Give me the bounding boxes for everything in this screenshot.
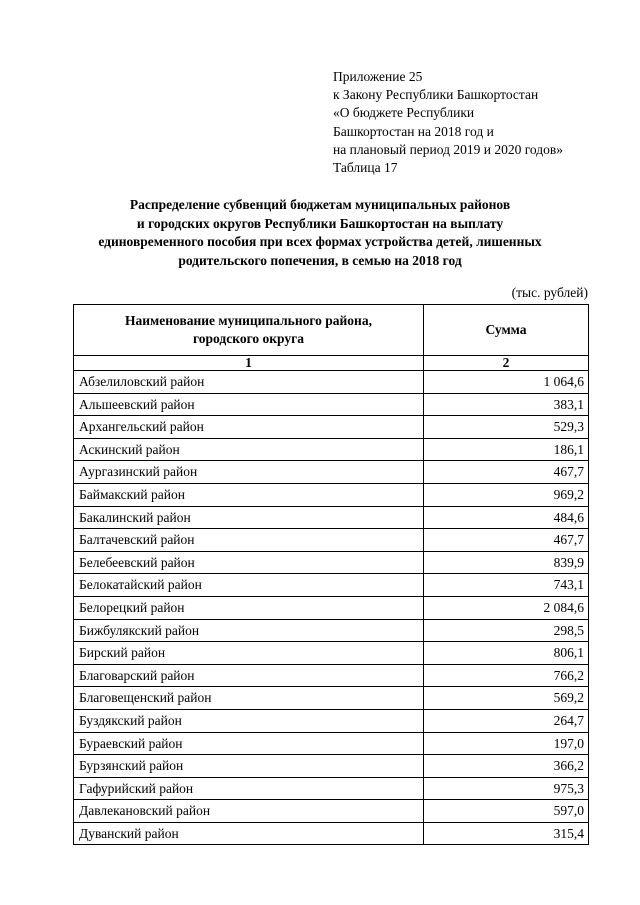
table-row bbox=[74, 483, 589, 506]
header-name-line2: городского округа bbox=[193, 331, 304, 346]
district-name: Бижбулякский район bbox=[74, 619, 424, 642]
table-row bbox=[74, 755, 589, 778]
table-row bbox=[74, 393, 589, 416]
table-row bbox=[74, 687, 589, 710]
annex-reference bbox=[333, 68, 563, 177]
district-sum: 467,7 bbox=[424, 461, 589, 484]
district-sum: 186,1 bbox=[424, 438, 589, 461]
table-row bbox=[74, 709, 589, 732]
district-sum: 366,2 bbox=[424, 755, 589, 778]
table-row bbox=[74, 822, 589, 845]
district-name: Бураевский район bbox=[74, 732, 424, 755]
district-sum: 806,1 bbox=[424, 642, 589, 665]
column-number-1: 1 bbox=[74, 356, 424, 371]
district-sum: 467,7 bbox=[424, 529, 589, 552]
title-line: и городских округов Республики Башкортостан на выплату bbox=[136, 215, 504, 231]
table-row bbox=[74, 596, 589, 619]
header-name-line1: Наименование муниципального района, bbox=[125, 313, 372, 328]
table-row bbox=[74, 506, 589, 529]
district-sum: 569,2 bbox=[424, 687, 589, 710]
title-line: единовременного пособия при всех формах устройства детей, лишенных bbox=[98, 234, 542, 250]
district-name: Давлекановский район bbox=[74, 800, 424, 823]
district-sum: 484,6 bbox=[424, 506, 589, 529]
table-row bbox=[74, 619, 589, 642]
district-sum: 839,9 bbox=[424, 551, 589, 574]
units-label: (тыс. рублей) bbox=[511, 285, 588, 300]
header-sum: Сумма bbox=[424, 305, 589, 356]
table-row bbox=[74, 551, 589, 574]
district-sum: 2 084,6 bbox=[424, 596, 589, 619]
table-row bbox=[74, 371, 589, 394]
district-name: Белебеевский район bbox=[74, 551, 424, 574]
district-sum: 1 064,6 bbox=[424, 371, 589, 394]
district-name: Аургазинский район bbox=[74, 461, 424, 484]
district-name: Дуванский район bbox=[74, 822, 424, 845]
district-sum: 264,7 bbox=[424, 709, 589, 732]
table-row bbox=[74, 529, 589, 552]
district-sum: 743,1 bbox=[424, 574, 589, 597]
district-name: Белорецкий район bbox=[74, 596, 424, 619]
district-name: Альшеевский район bbox=[74, 393, 424, 416]
annex-line: на плановый период 2019 и 2020 годов» bbox=[333, 141, 564, 157]
table-row bbox=[74, 800, 589, 823]
table-row bbox=[74, 438, 589, 461]
district-name: Буздякский район bbox=[74, 709, 424, 732]
subvention-table bbox=[73, 304, 589, 845]
annex-line: к Закону Республики Башкортостан bbox=[333, 87, 539, 103]
document-title bbox=[60, 196, 580, 270]
table-row bbox=[74, 574, 589, 597]
district-name: Архангельский район bbox=[74, 416, 424, 439]
table-row bbox=[74, 777, 589, 800]
district-sum: 975,3 bbox=[424, 777, 589, 800]
district-name: Баймакский район bbox=[74, 483, 424, 506]
annex-line: Приложение 25 bbox=[333, 69, 423, 84]
annex-line: Таблица 17 bbox=[333, 160, 398, 176]
district-sum: 766,2 bbox=[424, 664, 589, 687]
column-number-2: 2 bbox=[424, 356, 589, 371]
table-row bbox=[74, 732, 589, 755]
district-sum: 383,1 bbox=[424, 393, 589, 416]
district-name: Балтачевский район bbox=[74, 529, 424, 552]
header-name bbox=[74, 305, 424, 356]
district-sum: 315,4 bbox=[424, 822, 589, 845]
district-name: Гафурийский район bbox=[74, 777, 424, 800]
district-sum: 197,0 bbox=[424, 732, 589, 755]
district-name: Бирский район bbox=[74, 642, 424, 665]
district-name: Белокатайский район bbox=[74, 574, 424, 597]
district-sum: 529,3 bbox=[424, 416, 589, 439]
district-name: Благовещенский район bbox=[74, 687, 424, 710]
district-name: Бакалинский район bbox=[74, 506, 424, 529]
district-sum: 597,0 bbox=[424, 800, 589, 823]
title-line: родительского попечения, в семью на 2018 год bbox=[178, 252, 462, 268]
title-line: Распределение субвенций бюджетам муниципальных районов bbox=[129, 197, 511, 212]
table-row bbox=[74, 642, 589, 665]
table-row bbox=[74, 461, 589, 484]
annex-line: Башкортостан на 2018 год и bbox=[333, 123, 494, 139]
district-name: Аскинский район bbox=[74, 438, 424, 461]
district-name: Абзелиловский район bbox=[74, 371, 424, 394]
district-name: Бурзянский район bbox=[74, 755, 424, 778]
annex-line: «О бюджете Республики bbox=[333, 105, 475, 121]
district-sum: 298,5 bbox=[424, 619, 589, 642]
district-sum: 969,2 bbox=[424, 483, 589, 506]
district-name: Благоварский район bbox=[74, 664, 424, 687]
table-row bbox=[74, 664, 589, 687]
table-row bbox=[74, 416, 589, 439]
